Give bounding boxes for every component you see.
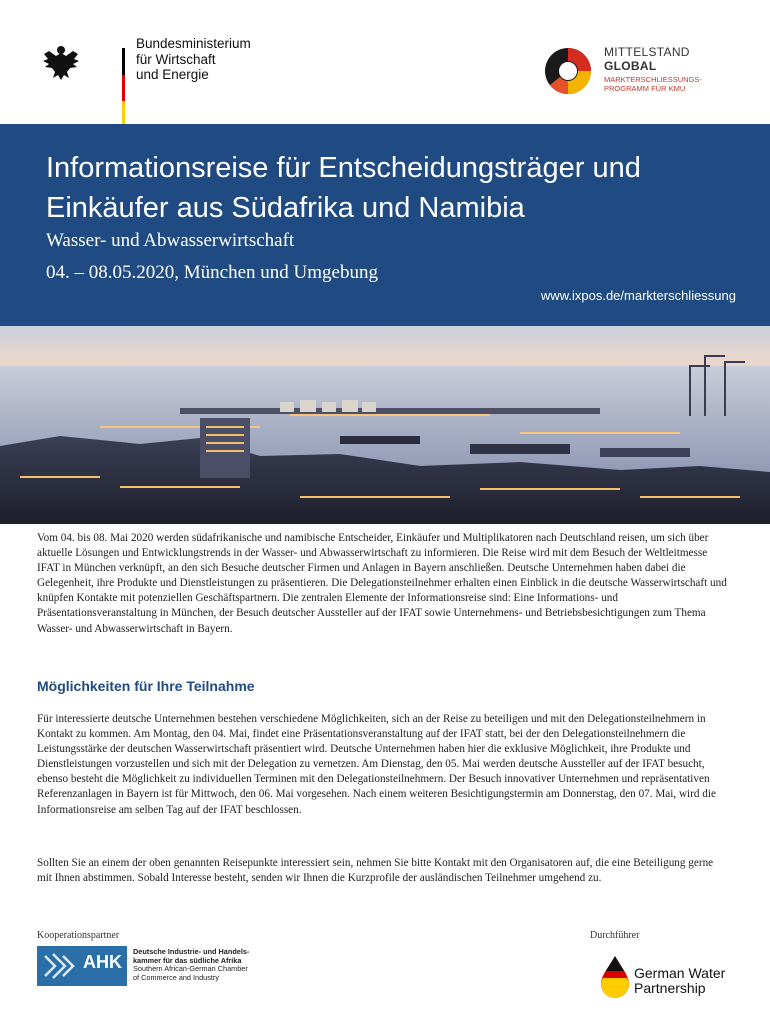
ahk-logo-box <box>37 946 127 986</box>
german-flag-bar <box>122 48 125 128</box>
contact-paragraph: Sollten Sie an einem der oben genannten Reisepunkte interessiert sein, nehmen Sie bitte Kontakt mit den Organisatoren auf, die eine Beteiligung gerne mit Ihnen abstimmen. Sobald Interesse besteht, senden wir Ihnen die Kurzprofile der ausländischen Teilnehmer umgehend zu. <box>37 857 714 885</box>
harbour-photo <box>0 326 770 524</box>
gwp-line-1: German Water <box>634 965 726 981</box>
ministry-name <box>136 36 251 83</box>
section-heading: Möglichkeiten für Ihre Teilnahme <box>37 678 255 694</box>
ahk-line-2: kammer für das südliche Afrika <box>133 955 242 965</box>
water-drop-icon <box>598 954 632 1000</box>
mittelstand-tagline <box>604 75 734 93</box>
page-header <box>0 0 770 124</box>
intro-paragraph: Vom 04. bis 08. Mai 2020 werden südafrikanische und namibische Entscheider, Einkäufer und Multiplikatoren nach Deutschland reisen, um sich über aktuelle Lösungen und Entwicklungstrends in der Wasser- und Abwasserwirtschaft zu informieren. Die Reise wird mit dem Besuch der Weltleitmesse IFAT in München verknüpft, an den sich Besuche deutscher Firmen und Anlagen in Bayern anschließen. Deutsche Unternehmen haben dabei die Gelegenheit, ihre Produkte und Dienstleistungen zu präsentieren. Die Delegationsteilnehmer erhalten einen Einblick in die deutsche Wasserwirtschaft und knüpfen Kontakte mit potenziellen Geschäftspartnern. Die zentralen Elemente der Informationsreise sind: Eine Informations- und Präsentationsveranstaltung in München, der Besuch deutscher Aussteller auf der IFAT sowie Unternehmens- und Betriebsbesichtigungen zum Thema Wasser- und Abwasserwirtschaft in Bayern. <box>37 532 727 635</box>
mittelstand-line-3: MARKTERSCHLIESSUNGS- <box>604 75 702 84</box>
german-water-partnership-logo <box>596 950 736 1000</box>
title-banner <box>0 124 770 326</box>
ministry-line-1: Bundesministerium <box>136 36 251 51</box>
ahk-name <box>133 948 257 982</box>
ministry-line-3: und Energie <box>136 67 209 82</box>
mittelstand-line-2: GLOBAL <box>604 59 657 73</box>
page-subtitle: Wasser- und Abwasserwirtschaft <box>46 230 295 251</box>
harbour-photo-illustration <box>0 326 770 524</box>
date-location: 04. – 08.05.2020, München und Umgebung <box>46 262 378 283</box>
page-title: Informationsreise für Entscheidungsträger und Einkäufer aus Südafrika und Namibia <box>46 152 641 224</box>
gwp-line-2: Partnership <box>634 980 706 996</box>
participation-paragraph: Für interessierte deutsche Unternehmen bestehen verschiedene Möglichkeiten, sich an der Reise zu beteiligen und mit den Delegationsteilnehmern in Kontakt zu kommen. Am Montag, den 04. Mai, findet eine Präsentationsveranstaltung auf der IFAT statt, bei der den Delegationsteilnehmern die Leistungsstärke der deutschen Wasserwirtschaft präsentiert wird. Deutsche Unternehmen haben hier die exklusive Möglichkeit, ihre Produkte und Dienstleistungen vorzustellen und sich mit der Delegation zu vernetzen. Am Dienstag, den 05. Mai werden deutsche Aussteller auf der IFAT besucht, ebenso besteht die Möglichkeit zu individuellen Terminen mit den Delegationsteilnehmern. Der Besuch innovativer Unternehmen und repräsentativen Referenzanlagen in Bayern ist für Mittwoch, den 06. Mai vorgesehen. Nach einem weiteren Besichtigungstermin am Donnerstag, den 07. Mai, wird die Informationsreise am selben Tag auf der IFAT beschlossen. <box>37 713 716 816</box>
mittelstand-global-logo <box>544 45 734 105</box>
ahk-line-4: of Commerce and Industry <box>133 972 219 982</box>
gwp-name <box>634 966 725 996</box>
mittelstand-text <box>604 45 734 93</box>
ahk-emblem-icon <box>39 946 79 986</box>
ministry-logo <box>40 36 251 100</box>
federal-eagle-icon <box>40 42 82 84</box>
ahk-line-3: Southern African-German Chamber <box>133 964 248 974</box>
ahk-logo <box>37 946 257 988</box>
mittelstand-line-4: PROGRAMM FÜR KMU <box>604 84 686 93</box>
ministry-line-2: für Wirtschaft <box>136 51 216 67</box>
partner-label: Kooperationspartner <box>37 930 120 941</box>
organizer-label: Durchführer <box>590 930 640 941</box>
mittelstand-line-1: MITTELSTAND <box>604 45 690 59</box>
mittelstand-circle-icon <box>544 47 592 95</box>
website-link[interactable]: www.ixpos.de/markterschliessung <box>540 288 736 303</box>
ahk-word: AHK <box>83 952 122 972</box>
ahk-line-1: Deutsche Industrie- und Handels- <box>133 947 250 956</box>
